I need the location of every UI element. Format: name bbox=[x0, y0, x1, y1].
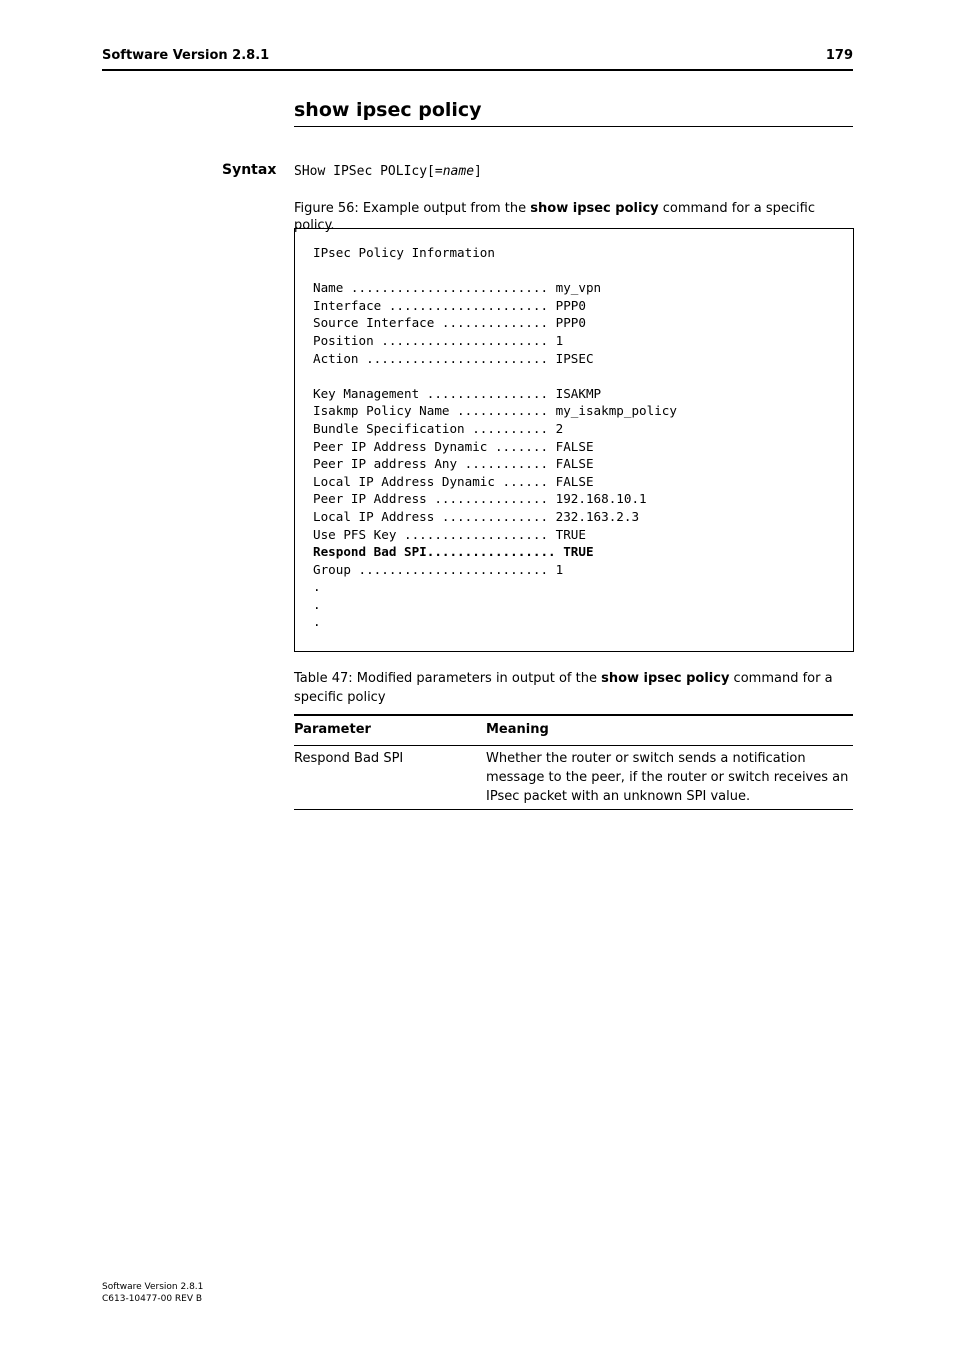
output-line: Peer IP Address ............... 192.168.10.1 bbox=[313, 491, 647, 507]
output-line: Source Interface .............. PPP0 bbox=[313, 315, 586, 331]
output-line: . bbox=[313, 596, 321, 612]
table-row bbox=[294, 746, 853, 810]
footer-version: Software Version 2.8.1 bbox=[102, 1282, 204, 1292]
table-caption bbox=[294, 669, 854, 707]
page-number: 179 bbox=[825, 48, 853, 63]
parameter-table bbox=[294, 714, 853, 810]
syntax-command: SHow IPSec POLIcy[= bbox=[294, 164, 443, 179]
output-line: Use PFS Key ................... TRUE bbox=[313, 526, 586, 542]
page-footer bbox=[102, 1281, 203, 1305]
page-header bbox=[102, 48, 853, 71]
column-header-meaning: Meaning bbox=[486, 722, 549, 737]
output-block-1 bbox=[313, 280, 601, 365]
syntax-suffix: ] bbox=[474, 164, 482, 179]
cell-meaning: Whether the router or switch sends a notification message to the peer, if the router or switch receives an IPsec packet with an unknown SPI value. bbox=[486, 751, 849, 804]
table-caption-prefix: Table 47: Modified parameters in output of the bbox=[294, 671, 602, 686]
table-caption-command: show ipsec policy bbox=[601, 671, 730, 686]
output-line: Position ...................... 1 bbox=[313, 332, 564, 348]
output-line: Action ........................ IPSEC bbox=[313, 350, 594, 366]
figure-caption-suffix: command for a specific policy. bbox=[294, 201, 815, 233]
figure-caption-command: show ipsec policy bbox=[530, 201, 659, 216]
output-block-2 bbox=[313, 386, 677, 542]
footer-doc-id: C613-10477-00 REV B bbox=[102, 1294, 203, 1304]
output-block-3 bbox=[313, 562, 563, 630]
output-box bbox=[294, 228, 854, 652]
syntax-label: Syntax bbox=[222, 162, 277, 178]
output-line: . bbox=[313, 579, 321, 595]
output-line: Local IP Address Dynamic ...... FALSE bbox=[313, 473, 594, 489]
page-title: show ipsec policy bbox=[294, 99, 853, 127]
output-bold-line: Respond Bad SPI................. TRUE bbox=[313, 544, 594, 560]
output-line: Local IP Address .............. 232.163.2.3 bbox=[313, 508, 640, 524]
syntax-param: name bbox=[442, 164, 475, 179]
syntax-code bbox=[294, 164, 482, 179]
table-caption-suffix: command for a specific policy bbox=[294, 671, 833, 705]
table-header bbox=[294, 714, 853, 746]
output-line: Group ......................... 1 bbox=[313, 561, 564, 577]
figure-caption-prefix: Figure 56: Example output from the bbox=[294, 201, 531, 216]
output-line: Isakmp Policy Name ............ my_isakmp_policy bbox=[313, 403, 677, 419]
output-line: . bbox=[313, 614, 321, 630]
output-line: Bundle Specification .......... 2 bbox=[313, 420, 564, 436]
output-text bbox=[313, 244, 677, 631]
output-line: Peer IP Address Dynamic ....... FALSE bbox=[313, 438, 594, 454]
output-line: Peer IP address Any ........... FALSE bbox=[313, 456, 594, 472]
output-heading: IPsec Policy Information bbox=[313, 245, 495, 260]
column-header-parameter: Parameter bbox=[294, 722, 371, 737]
header-version: Software Version 2.8.1 bbox=[102, 48, 270, 63]
output-line: Key Management ................ ISAKMP bbox=[313, 385, 602, 401]
output-line: Name .......................... my_vpn bbox=[313, 280, 602, 296]
output-line: Interface ..................... PPP0 bbox=[313, 297, 586, 313]
cell-parameter: Respond Bad SPI bbox=[294, 751, 404, 766]
